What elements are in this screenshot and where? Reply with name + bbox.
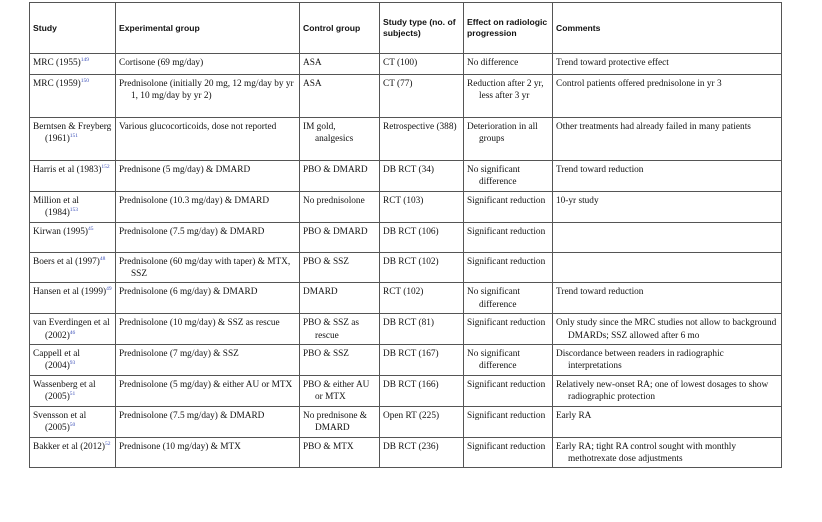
- reference-superscript[interactable]: 150: [80, 77, 90, 84]
- reference-superscript[interactable]: 45: [88, 225, 94, 232]
- effect-text: [467, 379, 549, 391]
- cell-effect: [464, 252, 553, 283]
- study-text: [33, 195, 112, 220]
- effect-value: No significant difference: [467, 349, 520, 372]
- cell-type: [380, 222, 464, 252]
- table-row: [30, 437, 782, 468]
- control-text: [303, 57, 376, 69]
- study-value: Cappell et al (2004): [33, 349, 80, 372]
- cell-comments: [553, 437, 782, 468]
- comments-value: Only study since the MRC studies not allow to background DMARDs; SSZ allowed after 6 mo: [556, 318, 777, 341]
- cell-comments: [553, 222, 782, 252]
- cell-control: [300, 222, 380, 252]
- type-text: [383, 226, 460, 238]
- control-value: DMARD: [303, 287, 338, 298]
- table-row: [30, 118, 782, 161]
- study-value: Berntsen & Freyberg (1961): [33, 122, 112, 145]
- table-row: [30, 222, 782, 252]
- cell-type: [380, 314, 464, 345]
- effect-value: Significant reduction: [467, 195, 546, 206]
- cell-study: [30, 54, 116, 75]
- cell-study: [30, 75, 116, 118]
- experimental-value: Prednisolone (10.3 mg/day) & DMARD: [119, 195, 270, 206]
- cell-comments: [553, 314, 782, 345]
- effect-value: No difference: [467, 58, 519, 68]
- cell-experimental: [116, 345, 300, 376]
- table-row: [30, 406, 782, 437]
- effect-value: Significant reduction: [467, 379, 546, 390]
- study-text: [33, 441, 112, 453]
- control-value: ASA: [303, 79, 322, 89]
- comments-value: 10-yr study: [556, 195, 599, 206]
- experimental-text: [119, 195, 296, 207]
- study-value: Harris et al (1983): [33, 165, 102, 175]
- comments-text: [556, 410, 778, 422]
- cell-study: [30, 437, 116, 468]
- effect-value: Significant reduction: [467, 256, 546, 267]
- study-text: [33, 286, 112, 298]
- table-row: [30, 75, 782, 118]
- experimental-text: [119, 410, 296, 422]
- cell-effect: [464, 314, 553, 345]
- cell-control: [300, 345, 380, 376]
- effect-text: [467, 195, 549, 207]
- reference-superscript[interactable]: 48: [99, 255, 106, 262]
- type-text: [383, 286, 460, 298]
- reference-superscript[interactable]: 93: [69, 360, 76, 367]
- control-text: [303, 317, 376, 342]
- comments-text: [556, 441, 778, 466]
- type-text: [383, 379, 460, 391]
- cell-type: [380, 345, 464, 376]
- cell-effect: [464, 75, 553, 118]
- cell-control: [300, 283, 380, 314]
- cell-study: [30, 283, 116, 314]
- table-body: [30, 54, 782, 468]
- comments-value: Discordance between readers in radiographic interpretations: [556, 349, 724, 372]
- cell-type: [380, 252, 464, 283]
- study-text: [33, 226, 112, 238]
- control-text: [303, 195, 376, 207]
- experimental-value: Prednisolone (7.5 mg/day) & DMARD: [119, 410, 265, 421]
- cell-experimental: [116, 406, 300, 437]
- effect-value: Significant reduction: [467, 318, 546, 329]
- cell-control: [300, 54, 380, 75]
- study-value: MRC (1959): [33, 79, 81, 89]
- experimental-value: Prednisolone (5 mg/day) & either AU or MTX: [119, 379, 293, 390]
- control-text: [303, 256, 376, 268]
- study-value: Kirwan (1995): [33, 226, 88, 237]
- cell-experimental: [116, 375, 300, 406]
- study-text: [33, 410, 112, 435]
- study-value: van Everdingen et al (2002): [33, 318, 110, 341]
- reference-superscript[interactable]: 46: [69, 329, 76, 336]
- type-text: [383, 348, 460, 360]
- cell-control: [300, 375, 380, 406]
- cell-comments: [553, 283, 782, 314]
- cell-effect: [464, 375, 553, 406]
- study-text: [33, 256, 112, 268]
- experimental-value: Prednisolone (60 mg/day with taper) & MTX, SSZ: [119, 256, 291, 280]
- comments-text: [556, 121, 778, 133]
- effect-text: [467, 410, 549, 422]
- cell-effect: [464, 161, 553, 192]
- type-value: CT (77): [383, 79, 413, 89]
- effect-value: Significant reduction: [467, 226, 546, 237]
- experimental-text: [119, 286, 296, 298]
- control-value: No prednisolone: [303, 195, 365, 206]
- control-text: [303, 226, 376, 238]
- type-text: [383, 57, 460, 69]
- effect-text: [467, 226, 549, 238]
- cell-effect: [464, 191, 553, 222]
- experimental-value: Prednisone (5 mg/day) & DMARD: [119, 165, 251, 175]
- effect-value: Significant reduction: [467, 441, 546, 452]
- type-value: DB RCT (102): [383, 256, 439, 267]
- comments-value: Early RA; tight RA control sought with monthly methotrexate dose adjustments: [556, 441, 736, 464]
- type-text: [383, 441, 460, 453]
- cell-control: [300, 252, 380, 283]
- reference-superscript[interactable]: 49: [106, 286, 112, 293]
- cell-effect: [464, 222, 553, 252]
- comments-text: [556, 164, 778, 176]
- header-effect: Effect on radiologic progression: [464, 3, 553, 54]
- experimental-text: [119, 348, 296, 360]
- comments-text: [556, 286, 778, 298]
- effect-value: No significant difference: [467, 287, 520, 310]
- experimental-value: Prednisolone (7 mg/day) & SSZ: [119, 349, 239, 360]
- cell-effect: [464, 283, 553, 314]
- type-value: DB RCT (106): [383, 226, 439, 237]
- control-text: [303, 441, 376, 453]
- comments-text: [556, 317, 778, 342]
- comments-value: Trend toward protective effect: [556, 58, 669, 68]
- header-study-type: Study type (no. of subjects): [380, 3, 464, 54]
- control-value: PBO & SSZ: [303, 349, 349, 360]
- cell-study: [30, 406, 116, 437]
- header-experimental-group: Experimental group: [116, 3, 300, 54]
- cell-comments: [553, 406, 782, 437]
- cell-study: [30, 118, 116, 161]
- type-value: RCT (103): [383, 195, 424, 206]
- effect-text: [467, 286, 549, 311]
- cell-experimental: [116, 54, 300, 75]
- cell-control: [300, 118, 380, 161]
- effect-value: Significant reduction: [467, 410, 546, 421]
- type-text: [383, 78, 460, 90]
- type-text: [383, 121, 460, 133]
- control-value: PBO & either AU or MTX: [303, 379, 370, 403]
- reference-superscript[interactable]: 52: [105, 440, 111, 447]
- effect-text: [467, 317, 549, 329]
- comments-value: Relatively new-onset RA; one of lowest dosages to show radiographic protection: [556, 379, 769, 403]
- cell-experimental: [116, 118, 300, 161]
- cell-comments: [553, 75, 782, 118]
- comments-text: [556, 348, 778, 373]
- control-value: PBO & DMARD: [303, 165, 368, 175]
- study-value: Hansen et al (1999): [33, 287, 107, 298]
- cell-comments: [553, 161, 782, 192]
- cell-type: [380, 54, 464, 75]
- experimental-text: [119, 226, 296, 238]
- type-value: DB RCT (81): [383, 318, 434, 329]
- study-text: [33, 121, 112, 146]
- cell-effect: [464, 406, 553, 437]
- cell-experimental: [116, 252, 300, 283]
- control-text: [303, 379, 376, 404]
- cell-study: [30, 345, 116, 376]
- type-value: CT (100): [383, 58, 418, 68]
- experimental-value: Prednisolone (initially 20 mg, 12 mg/day by yr 1, 10 mg/day by yr 2): [119, 79, 294, 102]
- type-text: [383, 195, 460, 207]
- control-value: IM gold, analgesics: [303, 122, 354, 145]
- study-value: Boers et al (1997): [33, 256, 100, 267]
- control-value: PBO & DMARD: [303, 226, 368, 237]
- cell-experimental: [116, 314, 300, 345]
- table-row: [30, 345, 782, 376]
- cell-effect: [464, 345, 553, 376]
- comments-text: [556, 57, 778, 69]
- control-value: No prednisone & DMARD: [303, 410, 368, 434]
- cell-control: [300, 314, 380, 345]
- cell-type: [380, 406, 464, 437]
- table-row: [30, 375, 782, 406]
- cell-type: [380, 161, 464, 192]
- reference-superscript[interactable]: 51: [69, 391, 76, 398]
- study-text: [33, 57, 112, 69]
- header-study: Study: [30, 3, 116, 54]
- study-value: Wassenberg et al (2005): [33, 379, 96, 403]
- cell-comments: [553, 118, 782, 161]
- experimental-value: Cortisone (69 mg/day): [119, 58, 204, 68]
- reference-superscript[interactable]: 151: [69, 133, 79, 140]
- cell-study: [30, 222, 116, 252]
- header-comments: Comments: [553, 3, 782, 54]
- cell-type: [380, 118, 464, 161]
- cell-study: [30, 191, 116, 222]
- experimental-value: Prednisolone (7.5 mg/day) & DMARD: [119, 226, 265, 237]
- type-text: [383, 256, 460, 268]
- study-value: MRC (1955): [33, 58, 81, 68]
- table-row: [30, 314, 782, 345]
- control-text: [303, 164, 376, 176]
- cell-control: [300, 191, 380, 222]
- effect-text: [467, 121, 549, 146]
- type-value: RCT (102): [383, 287, 424, 298]
- cell-control: [300, 161, 380, 192]
- control-text: [303, 348, 376, 360]
- reference-superscript[interactable]: 50: [69, 422, 76, 428]
- experimental-text: [119, 78, 296, 103]
- control-text: [303, 410, 376, 435]
- experimental-text: [119, 441, 296, 453]
- type-text: [383, 317, 460, 329]
- study-text: [33, 164, 112, 176]
- study-text: [33, 78, 112, 90]
- study-text: [33, 317, 112, 342]
- experimental-text: [119, 256, 296, 281]
- trials-table: [29, 2, 782, 468]
- cell-experimental: [116, 222, 300, 252]
- type-value: DB RCT (34): [383, 165, 434, 175]
- experimental-text: [119, 379, 296, 391]
- cell-type: [380, 75, 464, 118]
- comments-value: Trend toward reduction: [556, 287, 644, 298]
- comments-value: Control patients offered prednisolone in yr 3: [556, 79, 722, 89]
- reference-superscript[interactable]: 149: [80, 56, 90, 63]
- experimental-text: [119, 317, 296, 329]
- reference-superscript[interactable]: 153: [69, 207, 79, 214]
- type-value: Retrospective (388): [383, 122, 457, 132]
- control-text: [303, 286, 376, 298]
- cell-experimental: [116, 191, 300, 222]
- experimental-value: Various glucocorticoids, dose not reported: [119, 122, 277, 132]
- effect-text: [467, 78, 549, 103]
- cell-control: [300, 437, 380, 468]
- control-value: PBO & MTX: [303, 441, 354, 452]
- cell-comments: [553, 375, 782, 406]
- table-row: [30, 161, 782, 192]
- experimental-text: [119, 121, 296, 133]
- effect-value: Deterioration in all groups: [467, 122, 538, 145]
- control-text: [303, 121, 376, 146]
- cell-comments: [553, 191, 782, 222]
- effect-text: [467, 441, 549, 453]
- control-value: PBO & SSZ as rescue: [303, 318, 360, 341]
- effect-value: No significant difference: [467, 165, 520, 188]
- table-row: [30, 54, 782, 75]
- cell-study: [30, 314, 116, 345]
- study-value: Million et al (1984): [33, 195, 79, 219]
- study-text: [33, 348, 112, 373]
- control-value: PBO & SSZ: [303, 256, 349, 267]
- effect-text: [467, 348, 549, 373]
- cell-study: [30, 375, 116, 406]
- table-row: [30, 283, 782, 314]
- type-value: Open RT (225): [383, 410, 440, 421]
- type-text: [383, 410, 460, 422]
- experimental-text: [119, 164, 296, 176]
- comments-text: [556, 379, 778, 404]
- type-value: DB RCT (167): [383, 349, 439, 360]
- effect-text: [467, 57, 549, 69]
- cell-experimental: [116, 161, 300, 192]
- experimental-text: [119, 57, 296, 69]
- control-text: [303, 78, 376, 90]
- comments-value: Trend toward reduction: [556, 165, 644, 175]
- comments-text: [556, 195, 778, 207]
- cell-experimental: [116, 283, 300, 314]
- cell-study: [30, 252, 116, 283]
- effect-text: [467, 256, 549, 268]
- cell-control: [300, 75, 380, 118]
- control-value: ASA: [303, 58, 322, 68]
- reference-superscript[interactable]: 152: [101, 163, 110, 170]
- cell-experimental: [116, 75, 300, 118]
- experimental-value: Prednisolone (10 mg/day) & SSZ as rescue: [119, 318, 280, 329]
- study-text: [33, 379, 112, 404]
- comments-value: Other treatments had already failed in many patients: [556, 122, 751, 132]
- cell-type: [380, 437, 464, 468]
- header-control-group: Control group: [300, 3, 380, 54]
- cell-comments: [553, 54, 782, 75]
- cell-effect: [464, 437, 553, 468]
- cell-type: [380, 191, 464, 222]
- cell-effect: [464, 54, 553, 75]
- header-row: [30, 3, 782, 54]
- type-value: DB RCT (236): [383, 441, 439, 452]
- table-row: [30, 252, 782, 283]
- cell-comments: [553, 252, 782, 283]
- type-value: DB RCT (166): [383, 379, 439, 390]
- experimental-value: Prednisolone (6 mg/day) & DMARD: [119, 287, 258, 298]
- study-value: Svensson et al (2005): [33, 410, 87, 434]
- cell-control: [300, 406, 380, 437]
- cell-effect: [464, 118, 553, 161]
- cell-comments: [553, 345, 782, 376]
- cell-type: [380, 375, 464, 406]
- comments-value: Early RA: [556, 410, 592, 421]
- experimental-value: Prednisone (10 mg/day) & MTX: [119, 441, 241, 452]
- cell-study: [30, 161, 116, 192]
- effect-value: Reduction after 2 yr, less after 3 yr: [467, 79, 544, 102]
- cell-experimental: [116, 437, 300, 468]
- type-text: [383, 164, 460, 176]
- effect-text: [467, 164, 549, 189]
- study-value: Bakker et al (2012): [33, 441, 106, 452]
- cell-type: [380, 283, 464, 314]
- comments-text: [556, 78, 778, 90]
- table-row: [30, 191, 782, 222]
